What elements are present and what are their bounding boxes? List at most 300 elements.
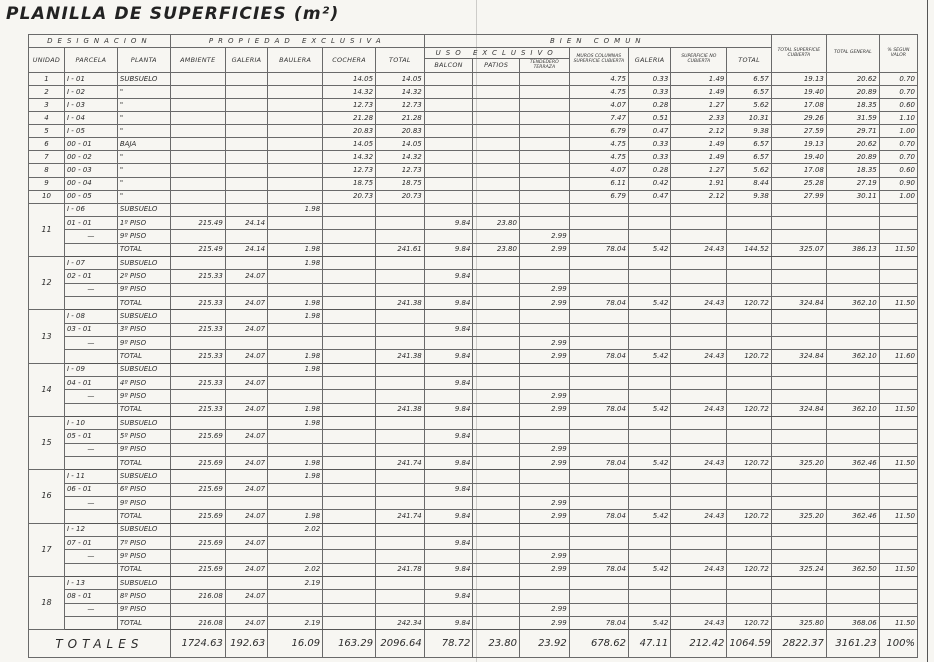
cell-blank [771, 483, 826, 496]
cell-blank [879, 323, 917, 336]
cell-balcon [424, 283, 473, 296]
cell-blank [771, 523, 826, 536]
cell-cochera: 14.32 [323, 86, 376, 99]
cell-patios [473, 510, 520, 523]
cell-tendedero [519, 257, 569, 270]
cell-blank [826, 536, 879, 549]
cell-blank [628, 337, 670, 350]
cell-pct: 0.60 [879, 164, 917, 177]
cell-ambiente: 215.33 [170, 323, 225, 336]
cell-blank [727, 443, 771, 456]
table-row [29, 470, 918, 483]
cell-galeria: 24.14 [225, 243, 267, 256]
cell-galeria [225, 125, 267, 138]
cell-galeria-comun: 5.42 [628, 350, 670, 363]
cell-unidad: 6 [29, 138, 65, 151]
cell-baulera [268, 230, 323, 243]
cell-ambiente [170, 230, 225, 243]
cell-cochera [323, 523, 376, 536]
cell-ambiente: 216.08 [170, 616, 225, 629]
cell-blank [569, 576, 628, 589]
cell-planta: " [117, 164, 170, 177]
cell-tendedero [519, 86, 569, 99]
cell-ambiente: 216.08 [170, 590, 225, 603]
cell-parcela-dash: — [64, 443, 117, 456]
cell-blank [628, 283, 670, 296]
cell-unidad: 9 [29, 177, 65, 190]
cell-total-comun: 120.72 [727, 297, 771, 310]
cell-total: 12.73 [376, 164, 425, 177]
cell-cochera [323, 590, 376, 603]
cell-balcon [424, 416, 473, 429]
cell-ambiente [170, 164, 225, 177]
cell-galeria [225, 550, 267, 563]
cell-cochera [323, 377, 376, 390]
cell-blank [826, 310, 879, 323]
cell-blank [671, 430, 727, 443]
cell-tendedero [519, 590, 569, 603]
cell-sup-desc: 24.43 [671, 350, 727, 363]
cell-ambiente: 215.33 [170, 270, 225, 283]
cell-cochera [323, 456, 376, 469]
cell-balcon: 9.84 [424, 616, 473, 629]
cell-total [376, 496, 425, 509]
cell-cochera [323, 443, 376, 456]
cell-patios [473, 350, 520, 363]
cell-ambiente [170, 523, 225, 536]
cell-blank [628, 536, 670, 549]
cell-parcela: 08 - 01 [64, 590, 117, 603]
totals-cochera: 163.29 [323, 630, 376, 658]
cell-cochera: 18.75 [323, 177, 376, 190]
cell-total-comun: 6.57 [727, 151, 771, 164]
cell-galeria [225, 138, 267, 151]
cell-pct: 1.10 [879, 112, 917, 125]
cell-cochera [323, 616, 376, 629]
cell-parcela: I - 03 [64, 99, 117, 112]
cell-baulera [268, 443, 323, 456]
cell-unidad: 18 [29, 576, 65, 629]
cell-tendedero [519, 470, 569, 483]
cell-galeria: 24.07 [225, 456, 267, 469]
cell-total-comun: 6.57 [727, 73, 771, 86]
cell-muros: 6.11 [569, 177, 628, 190]
cell-blank [826, 337, 879, 350]
cell-pct: 11.50 [879, 616, 917, 629]
cell-baulera [268, 483, 323, 496]
cell-baulera [268, 377, 323, 390]
cell-parcela: I - 04 [64, 112, 117, 125]
cell-patios [473, 283, 520, 296]
cell-sup-cubierta: 19.40 [771, 151, 826, 164]
cell-galeria-comun: 0.47 [628, 190, 670, 203]
cell-patios [473, 523, 520, 536]
table-row-total [29, 510, 918, 523]
cell-cochera [323, 496, 376, 509]
cell-total [376, 363, 425, 376]
cell-blank [771, 323, 826, 336]
cell-total [376, 523, 425, 536]
cell-patios [473, 443, 520, 456]
cell-galeria-comun: 0.42 [628, 177, 670, 190]
cell-ambiente: 215.69 [170, 563, 225, 576]
cell-galeria-comun: 0.47 [628, 125, 670, 138]
cell-galeria [225, 337, 267, 350]
cell-total [376, 203, 425, 216]
cell-galeria: 24.07 [225, 483, 267, 496]
totals-patios: 23.80 [473, 630, 520, 658]
cell-total-general: 30.11 [826, 190, 879, 203]
cell-tendedero: 2.99 [519, 496, 569, 509]
cell-blank [628, 377, 670, 390]
cell-blank [879, 416, 917, 429]
cell-cochera: 14.05 [323, 138, 376, 151]
cell-unidad: 3 [29, 99, 65, 112]
cell-blank [879, 550, 917, 563]
cell-blank [671, 470, 727, 483]
table-row [29, 257, 918, 270]
cell-tendedero [519, 73, 569, 86]
cell-baulera: 2.19 [268, 576, 323, 589]
cell-blank [879, 257, 917, 270]
cell-planta: TOTAL [117, 456, 170, 469]
cell-total: 12.73 [376, 99, 425, 112]
cell-total-general: 20.89 [826, 86, 879, 99]
cell-blank [879, 337, 917, 350]
cell-sup-desc: 1.49 [671, 73, 727, 86]
cell-blank [671, 217, 727, 230]
cell-muros: 6.79 [569, 190, 628, 203]
cell-planta: 9º PISO [117, 390, 170, 403]
cell-pct: 1.00 [879, 125, 917, 138]
cell-planta: 6º PISO [117, 483, 170, 496]
cell-galeria-comun: 5.42 [628, 510, 670, 523]
cell-total-comun: 120.72 [727, 563, 771, 576]
totals-row [29, 630, 918, 658]
cell-unidad: 12 [29, 257, 65, 310]
cell-unidad: 2 [29, 86, 65, 99]
cell-baulera [268, 151, 323, 164]
cell-planta: 2º PISO [117, 270, 170, 283]
cell-blank [879, 536, 917, 549]
cell-ambiente: 215.69 [170, 430, 225, 443]
cell-total-comun: 5.62 [727, 99, 771, 112]
cell-muros: 78.04 [569, 510, 628, 523]
cell-tendedero: 2.99 [519, 297, 569, 310]
cell-planta: SUBSUELO [117, 257, 170, 270]
header-total: TOTAL [376, 48, 425, 73]
cell-blank [727, 416, 771, 429]
cell-blank [727, 390, 771, 403]
cell-cochera [323, 536, 376, 549]
cell-pct: 0.70 [879, 73, 917, 86]
cell-blank [771, 443, 826, 456]
cell-patios [473, 125, 520, 138]
cell-ambiente [170, 138, 225, 151]
cell-cochera [323, 350, 376, 363]
cell-galeria: 24.07 [225, 430, 267, 443]
cell-sup-cubierta: 27.59 [771, 125, 826, 138]
cell-balcon: 9.84 [424, 536, 473, 549]
cell-tendedero [519, 217, 569, 230]
cell-blank [569, 430, 628, 443]
cell-cochera [323, 363, 376, 376]
header-total-general: TOTAL GENERAL [826, 35, 879, 73]
cell-muros: 4.07 [569, 164, 628, 177]
cell-balcon: 9.84 [424, 483, 473, 496]
cell-total [376, 483, 425, 496]
cell-blank [879, 576, 917, 589]
cell-galeria: 24.07 [225, 536, 267, 549]
cell-total [376, 576, 425, 589]
cell-tendedero: 2.99 [519, 403, 569, 416]
cell-ambiente [170, 603, 225, 616]
cell-balcon [424, 138, 473, 151]
cell-balcon [424, 443, 473, 456]
cell-blank [671, 550, 727, 563]
cell-muros: 78.04 [569, 616, 628, 629]
cell-total-comun: 9.38 [727, 125, 771, 138]
totals-galeria: 192.63 [225, 630, 267, 658]
cell-baulera: 1.98 [268, 470, 323, 483]
cell-pct: 11.50 [879, 510, 917, 523]
cell-galeria [225, 151, 267, 164]
cell-baulera: 1.98 [268, 243, 323, 256]
totals-sup-desc: 212.42 [671, 630, 727, 658]
cell-galeria [225, 283, 267, 296]
cell-balcon [424, 190, 473, 203]
cell-parcela-dash: — [64, 496, 117, 509]
cell-total: 14.32 [376, 151, 425, 164]
cell-cochera [323, 243, 376, 256]
cell-pct: 0.70 [879, 138, 917, 151]
cell-patios [473, 536, 520, 549]
cell-cochera: 12.73 [323, 164, 376, 177]
cell-blank [569, 603, 628, 616]
cell-blank [671, 230, 727, 243]
cell-parcela: 02 - 01 [64, 270, 117, 283]
cell-cochera [323, 483, 376, 496]
cell-balcon [424, 164, 473, 177]
cell-blank [826, 283, 879, 296]
cell-galeria: 24.07 [225, 590, 267, 603]
cell-galeria [225, 496, 267, 509]
table-row [29, 416, 918, 429]
cell-parcela: 01 - 01 [64, 217, 117, 230]
cell-tendedero [519, 203, 569, 216]
cell-planta: " [117, 86, 170, 99]
cell-sup-desc: 2.12 [671, 125, 727, 138]
cell-blank [727, 603, 771, 616]
cell-muros: 78.04 [569, 456, 628, 469]
page-title: PLANILLA DE SUPERFICIES (m²) [6, 4, 340, 24]
cell-blank [671, 496, 727, 509]
cell-baulera [268, 99, 323, 112]
cell-blank [826, 443, 879, 456]
cell-patios [473, 363, 520, 376]
cell-parcela: 00 - 03 [64, 164, 117, 177]
cell-ambiente [170, 257, 225, 270]
cell-balcon: 9.84 [424, 403, 473, 416]
cell-tendedero: 2.99 [519, 230, 569, 243]
cell-baulera: 1.98 [268, 297, 323, 310]
totals-balcon: 78.72 [424, 630, 473, 658]
cell-tendedero: 2.99 [519, 283, 569, 296]
cell-ambiente: 215.69 [170, 456, 225, 469]
cell-muros: 78.04 [569, 403, 628, 416]
totals-total: 2096.64 [376, 630, 425, 658]
cell-parcela [64, 350, 117, 363]
cell-parcela: 04 - 01 [64, 377, 117, 390]
cell-baulera [268, 390, 323, 403]
cell-planta: " [117, 190, 170, 203]
cell-galeria [225, 310, 267, 323]
cell-total-general: 27.19 [826, 177, 879, 190]
cell-total [376, 536, 425, 549]
cell-total-general: 386.13 [826, 243, 879, 256]
cell-blank [671, 576, 727, 589]
cell-blank [826, 603, 879, 616]
cell-total [376, 390, 425, 403]
cell-tendedero: 2.99 [519, 510, 569, 523]
cell-blank [569, 470, 628, 483]
cell-patios [473, 576, 520, 589]
cell-cochera [323, 230, 376, 243]
cell-parcela-dash: — [64, 550, 117, 563]
cell-parcela [64, 297, 117, 310]
cell-baulera [268, 190, 323, 203]
cell-blank [569, 363, 628, 376]
cell-planta: 9º PISO [117, 496, 170, 509]
cell-blank [671, 536, 727, 549]
table-row [29, 377, 918, 390]
cell-balcon: 9.84 [424, 563, 473, 576]
cell-blank [826, 230, 879, 243]
cell-galeria-comun: 0.33 [628, 151, 670, 164]
cell-blank [727, 430, 771, 443]
cell-patios [473, 203, 520, 216]
cell-muros: 4.75 [569, 73, 628, 86]
cell-planta: TOTAL [117, 510, 170, 523]
cell-patios [473, 470, 520, 483]
cell-blank [826, 416, 879, 429]
cell-balcon: 9.84 [424, 350, 473, 363]
cell-blank [569, 217, 628, 230]
cell-tendedero [519, 99, 569, 112]
cell-galeria: 24.07 [225, 403, 267, 416]
cell-galeria [225, 390, 267, 403]
table-row [29, 603, 918, 616]
cell-parcela: 03 - 01 [64, 323, 117, 336]
cell-baulera [268, 73, 323, 86]
cell-blank [771, 270, 826, 283]
cell-balcon [424, 203, 473, 216]
cell-parcela: I - 02 [64, 86, 117, 99]
cell-blank [771, 283, 826, 296]
cell-blank [628, 310, 670, 323]
cell-blank [671, 363, 727, 376]
cell-blank [671, 390, 727, 403]
cell-sup-desc: 24.43 [671, 510, 727, 523]
cell-total-general: 20.62 [826, 73, 879, 86]
cell-blank [771, 377, 826, 390]
cell-baulera [268, 164, 323, 177]
cell-tendedero: 2.99 [519, 390, 569, 403]
cell-cochera [323, 576, 376, 589]
cell-tendedero [519, 430, 569, 443]
cell-galeria: 24.07 [225, 350, 267, 363]
cell-parcela [64, 403, 117, 416]
cell-patios [473, 483, 520, 496]
table-row [29, 125, 918, 138]
cell-patios [473, 563, 520, 576]
cell-balcon: 9.84 [424, 217, 473, 230]
header-balcon: BALCON [424, 59, 473, 73]
cell-total-comun: 5.62 [727, 164, 771, 177]
table-row-total [29, 456, 918, 469]
header-uso-exclusivo: USO EXCLUSIVO [424, 48, 569, 59]
cell-blank [569, 257, 628, 270]
cell-muros: 4.75 [569, 151, 628, 164]
cell-patios [473, 377, 520, 390]
cell-parcela-baulera: I - 09 [64, 363, 117, 376]
table-row [29, 283, 918, 296]
cell-planta: SUBSUELO [117, 470, 170, 483]
cell-patios [473, 456, 520, 469]
cell-tendedero: 2.99 [519, 603, 569, 616]
cell-cochera: 14.05 [323, 73, 376, 86]
cell-blank [671, 283, 727, 296]
cell-patios [473, 177, 520, 190]
cell-blank [628, 270, 670, 283]
cell-parcela-dash: — [64, 603, 117, 616]
cell-blank [879, 363, 917, 376]
table-row [29, 138, 918, 151]
cell-cochera: 21.28 [323, 112, 376, 125]
cell-sup-cubierta: 27.99 [771, 190, 826, 203]
cell-cochera [323, 510, 376, 523]
cell-galeria [225, 230, 267, 243]
cell-blank [628, 523, 670, 536]
cell-planta: SUBSUELO [117, 416, 170, 429]
cell-parcela [64, 510, 117, 523]
cell-pct: 11.50 [879, 297, 917, 310]
cell-baulera [268, 430, 323, 443]
cell-blank [826, 390, 879, 403]
cell-parcela: 00 - 02 [64, 151, 117, 164]
cell-unidad: 13 [29, 310, 65, 363]
cell-planta: 9º PISO [117, 337, 170, 350]
cell-galeria [225, 177, 267, 190]
cell-pct: 0.60 [879, 99, 917, 112]
cell-parcela-dash: — [64, 390, 117, 403]
cell-blank [727, 217, 771, 230]
cell-cochera [323, 257, 376, 270]
cell-cochera [323, 283, 376, 296]
cell-baulera [268, 138, 323, 151]
cell-blank [771, 217, 826, 230]
table-row [29, 496, 918, 509]
cell-tendedero: 2.99 [519, 337, 569, 350]
cell-planta: 4º PISO [117, 377, 170, 390]
cell-ambiente [170, 112, 225, 125]
cell-blank [727, 337, 771, 350]
cell-patios: 23.80 [473, 243, 520, 256]
cell-ambiente [170, 86, 225, 99]
cell-blank [569, 550, 628, 563]
cell-baulera [268, 270, 323, 283]
cell-total [376, 323, 425, 336]
